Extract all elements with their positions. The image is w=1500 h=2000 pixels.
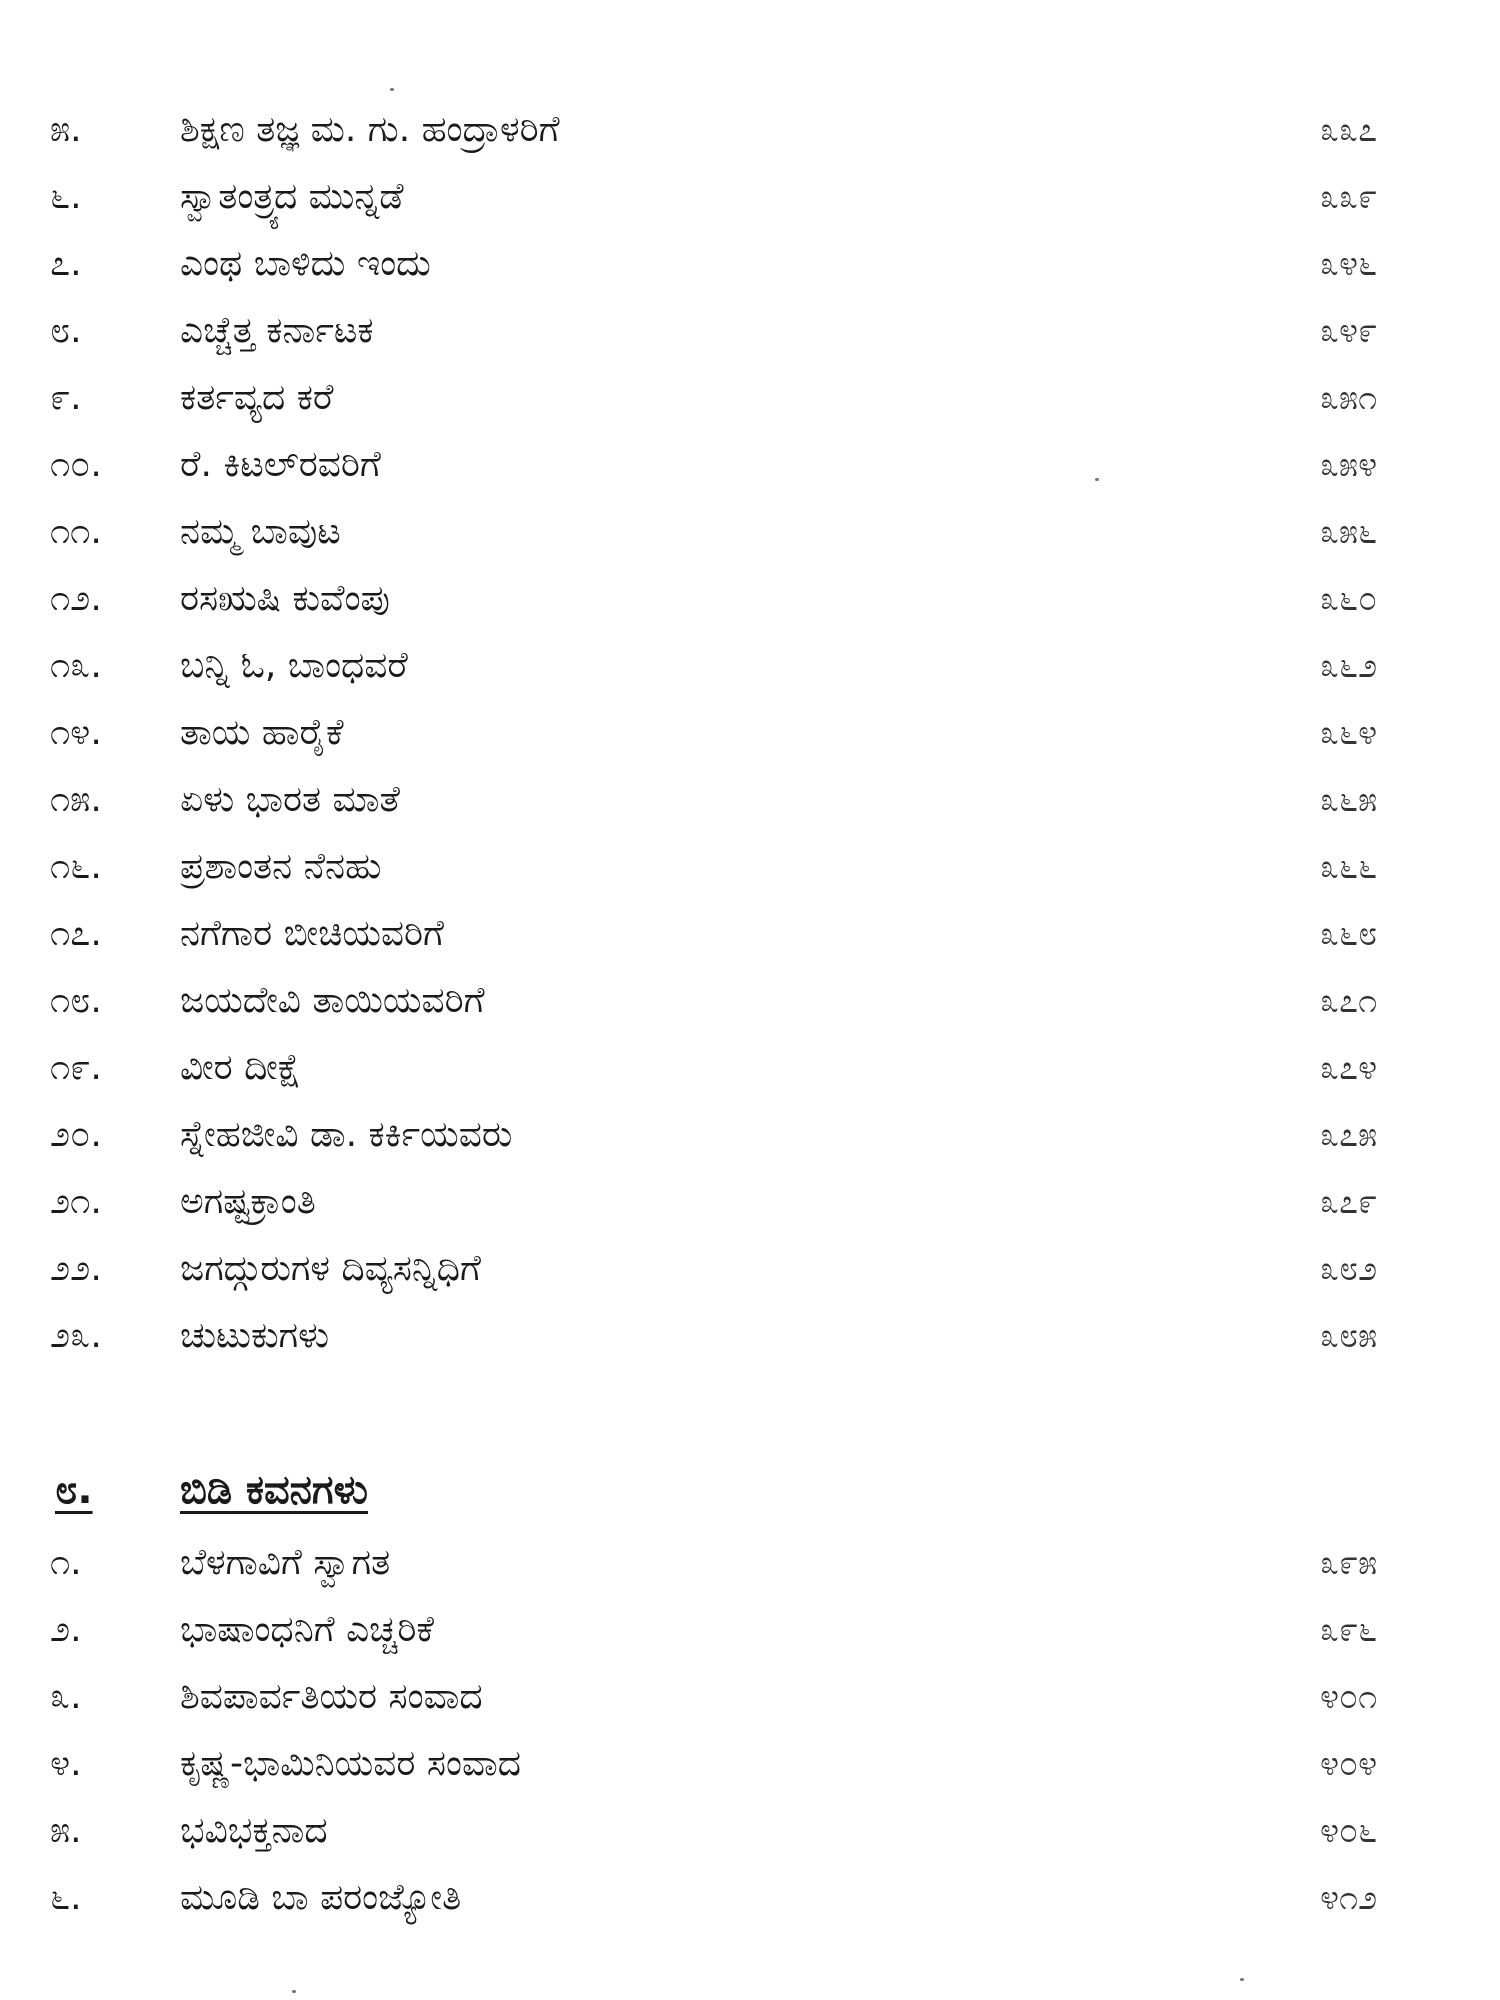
scan-speck <box>390 88 394 91</box>
entry-page-number: ೪೦೧ <box>1320 1677 1378 1717</box>
entry-number: ೭. <box>50 243 82 284</box>
entry-page-number: ೩೭೯ <box>1320 1182 1378 1222</box>
toc-entry <box>0 1306 1500 1366</box>
entry-page-number: ೩೮೨ <box>1320 1249 1378 1289</box>
entry-page-number: ೩೫೧ <box>1320 378 1378 418</box>
entry-page-number: ೩೬೮ <box>1320 914 1378 954</box>
entry-number: ೨೩. <box>50 1315 102 1356</box>
toc-entry <box>0 1801 1500 1861</box>
toc-entry <box>0 569 1500 629</box>
toc-entry <box>0 703 1500 763</box>
toc-entry <box>0 1868 1500 1928</box>
entry-number: ೬. <box>50 1877 82 1918</box>
entry-number: ೨. <box>50 1609 82 1650</box>
entry-title: ಪ್ರಶಾಂತನ ನೆನಹು <box>180 846 382 887</box>
entry-page-number: ೩೬೦ <box>1320 579 1378 619</box>
toc-entry <box>0 234 1500 294</box>
entry-title: ಬನ್ನಿ ಓ, ಬಾಂಧವರೆ <box>180 645 408 686</box>
entry-number: ೨೧. <box>50 1181 102 1222</box>
entry-number: ೧೪. <box>50 712 102 753</box>
entry-title: ಕೃಷ್ಣ-ಭಾಮಿನಿಯವರ ಸಂವಾದ <box>180 1743 521 1784</box>
entry-number: ೫. <box>50 109 82 150</box>
entry-number: ೧೬. <box>50 846 102 887</box>
entry-number: ೧೭. <box>50 913 102 954</box>
entry-title: ತಾಯ ಹಾರೈಕೆ <box>180 712 344 753</box>
entry-title: ನಮ್ಮ ಬಾವುಟ <box>180 511 341 552</box>
entry-page-number: ೩೫೬ <box>1320 512 1378 552</box>
entry-title: ಶಿಕ್ಷಣ ತಜ್ಞ ಮ. ಗು. ಹಂದ್ರಾಳರಿಗೆ <box>180 109 560 150</box>
scan-speck <box>1095 478 1099 481</box>
section-number: ೮. <box>55 1467 93 1513</box>
toc-entry <box>0 100 1500 160</box>
entry-title: ಕರ್ತವ್ಯದ ಕರೆ <box>180 377 334 418</box>
entry-page-number: ೩೭೧ <box>1320 981 1378 1021</box>
entry-title: ಚುಟುಕುಗಳು <box>180 1315 330 1356</box>
entry-number: ೬. <box>50 176 82 217</box>
toc-entry <box>0 1533 1500 1593</box>
entry-title: ಸ್ನೇಹಜೀವಿ ಡಾ. ಕರ್ಕಿಯವರು <box>180 1114 513 1155</box>
entry-title: ರಸಋಷಿ ಕುವೆಂಪು <box>180 578 390 619</box>
entry-number: ೧೯. <box>50 1047 102 1088</box>
entry-title: ಜಯದೇವಿ ತಾಯಿಯವರಿಗೆ <box>180 980 485 1021</box>
entry-title: ಭವಿಭಕ್ತನಾದ <box>180 1810 328 1851</box>
toc-entry <box>0 1667 1500 1727</box>
entry-number: ೨೦. <box>50 1114 102 1155</box>
toc-entry <box>0 1600 1500 1660</box>
entry-number: ೮. <box>50 310 82 351</box>
entry-page-number: ೩೯೬ <box>1320 1610 1378 1650</box>
scan-speck <box>1240 1978 1244 1981</box>
entry-page-number: ೩೬೫ <box>1320 780 1378 820</box>
toc-entry <box>0 770 1500 830</box>
entry-page-number: ೩೩೯ <box>1320 177 1378 217</box>
toc-entry <box>0 368 1500 428</box>
toc-entry <box>0 971 1500 1031</box>
toc-entry <box>0 502 1500 562</box>
entry-page-number: ೩೮೫ <box>1320 1316 1378 1356</box>
entry-page-number: ೩೪೯ <box>1320 311 1378 351</box>
entry-number: ೯. <box>50 377 82 418</box>
entry-title: ಸ್ವಾತಂತ್ರ್ಯದ ಮುನ್ನಡೆ <box>180 176 404 217</box>
toc-entry <box>0 167 1500 227</box>
entry-page-number: ೩೫೪ <box>1320 445 1378 485</box>
entry-number: ೪. <box>50 1743 82 1784</box>
entry-number: ೧೦. <box>50 444 102 485</box>
entry-number: ೧೫. <box>50 779 102 820</box>
entry-page-number: ೩೩೭ <box>1320 110 1378 150</box>
entry-page-number: ೩೬೪ <box>1320 713 1378 753</box>
entry-title: ಶಿವಪಾರ್ವತಿಯರ ಸಂವಾದ <box>180 1676 483 1717</box>
entry-page-number: ೩೬೨ <box>1320 646 1378 686</box>
entry-page-number: ೩೪೬ <box>1320 244 1378 284</box>
toc-entry <box>0 636 1500 696</box>
entry-title: ಎಚ್ಚೆತ್ತ ಕರ್ನಾಟಕ <box>180 310 374 351</box>
entry-number: ೧೨. <box>50 578 102 619</box>
entry-number: ೩. <box>50 1676 82 1717</box>
entry-number: ೧. <box>50 1542 82 1583</box>
entry-title: ಜಗದ್ಗುರುಗಳ ದಿವ್ಯಸನ್ನಿಧಿಗೆ <box>180 1248 481 1289</box>
entry-page-number: ೩೭೫ <box>1320 1115 1378 1155</box>
entry-number: ೨೨. <box>50 1248 102 1289</box>
entry-number: ೧೩. <box>50 645 102 686</box>
entry-page-number: ೪೦೬ <box>1320 1811 1378 1851</box>
toc-entry <box>0 1038 1500 1098</box>
entry-number: ೫. <box>50 1810 82 1851</box>
toc-entry <box>0 301 1500 361</box>
section-title: ಬಿಡಿ ಕವನಗಳು <box>180 1467 369 1513</box>
entry-title: ರೆ. ಕಿಟಲ್‌ರವರಿಗೆ <box>180 444 381 485</box>
scan-speck <box>292 1990 296 1993</box>
entry-page-number: ೩೭೪ <box>1320 1048 1378 1088</box>
entry-title: ನಗೆಗಾರ ಬೀಚಿಯವರಿಗೆ <box>180 913 444 954</box>
toc-entry <box>0 1105 1500 1165</box>
entry-page-number: ೪೧೨ <box>1320 1878 1378 1918</box>
entry-title: ಏಳು ಭಾರತ ಮಾತೆ <box>180 779 400 820</box>
entry-title: ಎಂಥ ಬಾಳಿದು ಇಂದು <box>180 243 431 284</box>
toc-entry <box>0 435 1500 495</box>
toc-entry <box>0 1734 1500 1794</box>
entry-page-number: ೩೬೬ <box>1320 847 1378 887</box>
entry-title: ಮೂಡಿ ಬಾ ಪರಂಜ್ಯೋತಿ <box>180 1877 462 1918</box>
toc-entry <box>0 904 1500 964</box>
entry-title: ಅಗಷ್ಟಕ್ರಾಂತಿ <box>180 1181 316 1222</box>
entry-number: ೧೧. <box>50 511 102 552</box>
entry-page-number: ೪೦೪ <box>1320 1744 1378 1784</box>
entry-number: ೧೮. <box>50 980 102 1021</box>
entry-title: ವೀರ ದೀಕ್ಷೆ <box>180 1047 301 1088</box>
section-heading <box>0 1455 1500 1525</box>
toc-entry <box>0 837 1500 897</box>
entry-title: ಬೆಳಗಾವಿಗೆ ಸ್ವಾಗತ <box>180 1542 391 1583</box>
entry-page-number: ೩೯೫ <box>1320 1543 1378 1583</box>
toc-entry <box>0 1172 1500 1232</box>
entry-title: ಭಾಷಾಂಧನಿಗೆ ಎಚ್ಚರಿಕೆ <box>180 1609 434 1650</box>
toc-entry <box>0 1239 1500 1299</box>
